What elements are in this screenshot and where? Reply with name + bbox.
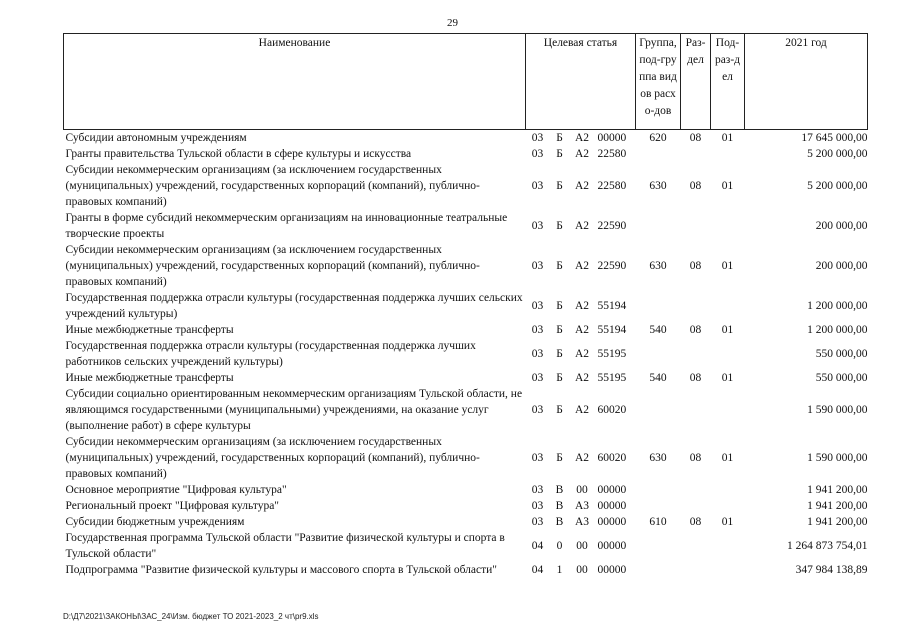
row-name: Субсидии автономным учреждениям (65, 132, 247, 144)
target-code-event: А2 (574, 348, 590, 360)
target-code-event: А3 (574, 500, 590, 512)
subsection-code: 01 (721, 516, 734, 528)
target-code-direction: 00000 (597, 500, 627, 512)
target-code-event: А2 (574, 452, 590, 464)
row-name: Субсидии социально ориентированным некоммерческим организациям Тульской области, не являющимся государственными (муниципальными) учреждениями, на оказание услуг (выполнение работ) в сфере культуры (65, 388, 523, 432)
expense-group (636, 338, 681, 370)
expense-group (636, 210, 681, 242)
table-row (64, 498, 868, 514)
target-code-subprogram: В (555, 500, 564, 512)
row-name: Государственная программа Тульской области "Развитие физической культуры и спорта в Тульской области" (65, 532, 505, 560)
table-row (64, 130, 868, 147)
amount-2021: 17 645 000,00 (801, 132, 868, 144)
target-code-direction: 55194 (597, 324, 627, 336)
subsection-code: 01 (721, 180, 734, 192)
target-code-program: 03 (531, 516, 544, 528)
amount-2021: 5 200 000,00 (807, 148, 868, 160)
target-code-direction: 00000 (597, 540, 627, 552)
subsection-code: 01 (721, 324, 734, 336)
target-code-event: А2 (574, 372, 590, 384)
section-code (681, 562, 711, 578)
target-code-direction: 55194 (597, 300, 627, 312)
row-name: Гранты в форме субсидий некоммерческим организациям на инновационные театральные творческие проекты (65, 212, 508, 240)
expense-group (636, 290, 681, 322)
expense-group: 620 (649, 132, 667, 144)
section-code (681, 498, 711, 514)
table-row (64, 530, 868, 562)
target-code-subprogram: Б (556, 452, 563, 464)
target-code-subprogram: Б (556, 372, 563, 384)
target-code-program: 03 (531, 372, 544, 384)
expense-group: 610 (649, 516, 667, 528)
subsection-code (711, 290, 745, 322)
amount-2021: 200 000,00 (815, 220, 868, 232)
expense-group: 630 (649, 180, 667, 192)
row-name: Субсидии бюджетным учреждениям (65, 516, 245, 528)
budget-table (63, 33, 868, 578)
header-name: Наименование (64, 34, 526, 130)
subsection-code (711, 386, 745, 434)
target-code-event: А3 (574, 516, 590, 528)
subsection-code: 01 (721, 452, 734, 464)
amount-2021: 550 000,00 (815, 372, 868, 384)
amount-2021: 1 590 000,00 (807, 452, 868, 464)
target-code-program: 03 (531, 484, 544, 496)
section-code: 08 (689, 372, 702, 384)
target-code-direction: 22590 (597, 260, 627, 272)
target-code-event: А2 (574, 404, 590, 416)
target-code-direction: 22580 (597, 148, 627, 160)
subsection-code (711, 562, 745, 578)
subsection-code (711, 482, 745, 498)
table-row (64, 434, 868, 482)
row-name: Региональный проект "Цифровая культура" (65, 500, 279, 512)
target-code-subprogram: Б (556, 324, 563, 336)
target-code-subprogram: Б (556, 404, 563, 416)
target-code-program: 03 (531, 300, 544, 312)
section-code: 08 (689, 516, 702, 528)
table-row (64, 162, 868, 210)
target-code-direction: 00000 (597, 564, 627, 576)
target-code-program: 03 (531, 500, 544, 512)
amount-2021: 1 941 200,00 (807, 516, 868, 528)
target-code-program: 03 (531, 452, 544, 464)
table-row (64, 146, 868, 162)
target-code-subprogram: Б (556, 132, 563, 144)
row-name: Гранты правительства Тульской области в сфере культуры и искусства (65, 148, 412, 160)
target-code-program: 03 (531, 220, 544, 232)
file-path-footer: D:\Д7\2021\ЗАКОНЫ\ЗАС_24\Изм. бюджет ТО 2021-2023_2 чт\pr9.xls (63, 612, 319, 621)
row-name: Основное мероприятие "Цифровая культура" (65, 484, 287, 496)
amount-2021: 1 941 200,00 (807, 500, 868, 512)
target-code-subprogram: Б (556, 260, 563, 272)
row-name: Субсидии некоммерческим организациям (за исключением государственных (муниципальных) учреждений, государственных корпораций (компаний), публично-правовых компаний) (65, 436, 480, 480)
target-code-event: А2 (574, 220, 590, 232)
expense-group (636, 482, 681, 498)
expense-group: 630 (649, 452, 667, 464)
row-name: Иные межбюджетные трансферты (65, 372, 234, 384)
target-code-direction: 00000 (597, 516, 627, 528)
target-code-direction: 55195 (597, 372, 627, 384)
target-code-program: 03 (531, 260, 544, 272)
subsection-code: 01 (721, 132, 734, 144)
section-code (681, 146, 711, 162)
header-target-article: Целевая статья (526, 34, 636, 130)
header-year: 2021 год (745, 34, 868, 130)
subsection-code (711, 338, 745, 370)
section-code: 08 (689, 132, 702, 144)
section-code (681, 482, 711, 498)
expense-group (636, 530, 681, 562)
amount-2021: 1 264 873 754,01 (787, 540, 868, 552)
target-code-direction: 60020 (597, 452, 627, 464)
target-code-program: 03 (531, 148, 544, 160)
target-code-program: 03 (531, 404, 544, 416)
target-code-subprogram: Б (556, 300, 563, 312)
target-code-program: 04 (531, 540, 544, 552)
amount-2021: 1 200 000,00 (807, 300, 868, 312)
expense-group: 540 (649, 324, 667, 336)
amount-2021: 5 200 000,00 (807, 180, 868, 192)
table-header-row (64, 34, 868, 130)
table-row (64, 322, 868, 338)
target-code-event: 00 (576, 540, 588, 552)
header-section: Раз-дел (681, 34, 711, 130)
table-row (64, 514, 868, 530)
target-code-subprogram: Б (556, 220, 563, 232)
subsection-code (711, 210, 745, 242)
section-code (681, 338, 711, 370)
target-code-event: 00 (576, 484, 588, 496)
target-code-subprogram: Б (556, 180, 563, 192)
table-row (64, 386, 868, 434)
amount-2021: 347 984 138,89 (795, 564, 868, 576)
row-name: Субсидии некоммерческим организациям (за исключением государственных (муниципальных) учреждений, государственных корпораций (компаний), публично-правовых компаний) (65, 244, 480, 288)
target-code-program: 03 (531, 348, 544, 360)
target-code-event: А2 (574, 324, 590, 336)
row-name: Государственная поддержка отрасли культуры (государственная поддержка лучших работников сельских учреждений культуры) (65, 340, 476, 368)
target-code-subprogram: В (555, 516, 564, 528)
table-row (64, 562, 868, 578)
target-code-direction: 00000 (597, 132, 627, 144)
row-name: Государственная поддержка отрасли культуры (государственная поддержка лучших сельских учреждений культуры) (65, 292, 523, 320)
subsection-code: 01 (721, 372, 734, 384)
amount-2021: 200 000,00 (815, 260, 868, 272)
target-code-subprogram: 1 (556, 564, 563, 576)
target-code-event: А2 (574, 260, 590, 272)
expense-group: 540 (649, 372, 667, 384)
section-code: 08 (689, 260, 702, 272)
header-group: Группа, под-группа видов расхо-дов (636, 34, 681, 130)
table-row (64, 338, 868, 370)
subsection-code (711, 146, 745, 162)
subsection-code (711, 498, 745, 514)
subsection-code (711, 530, 745, 562)
row-name: Иные межбюджетные трансферты (65, 324, 234, 336)
amount-2021: 550 000,00 (815, 348, 868, 360)
section-code: 08 (689, 452, 702, 464)
row-name: Подпрограмма "Развитие физической культуры и массового спорта в Тульской области" (65, 564, 497, 576)
amount-2021: 1 200 000,00 (807, 324, 868, 336)
expense-group: 630 (649, 260, 667, 272)
table-row (64, 482, 868, 498)
table-row (64, 290, 868, 322)
expense-group (636, 386, 681, 434)
table-row (64, 210, 868, 242)
target-code-program: 03 (531, 180, 544, 192)
target-code-direction: 22580 (597, 180, 627, 192)
target-code-direction: 00000 (597, 484, 627, 496)
target-code-event: А2 (574, 148, 590, 160)
section-code (681, 530, 711, 562)
amount-2021: 1 941 200,00 (807, 484, 868, 496)
target-code-direction: 55195 (597, 348, 627, 360)
target-code-direction: 22590 (597, 220, 627, 232)
target-code-event: А2 (574, 180, 590, 192)
target-code-subprogram: Б (556, 148, 563, 160)
page-number: 29 (447, 17, 458, 29)
section-code: 08 (689, 324, 702, 336)
target-code-event: А2 (574, 132, 590, 144)
target-code-subprogram: В (555, 484, 564, 496)
target-code-program: 03 (531, 324, 544, 336)
section-code: 08 (689, 180, 702, 192)
target-code-event: 00 (576, 564, 588, 576)
subsection-code: 01 (721, 260, 734, 272)
section-code (681, 290, 711, 322)
amount-2021: 1 590 000,00 (807, 404, 868, 416)
row-name: Субсидии некоммерческим организациям (за исключением государственных (муниципальных) учреждений, государственных корпораций (компаний), публично-правовых компаний) (65, 164, 480, 208)
target-code-program: 04 (531, 564, 544, 576)
table-row (64, 370, 868, 386)
target-code-event: А2 (574, 300, 590, 312)
expense-group (636, 146, 681, 162)
target-code-program: 03 (531, 132, 544, 144)
section-code (681, 386, 711, 434)
section-code (681, 210, 711, 242)
target-code-direction: 60020 (597, 404, 627, 416)
header-subsection: Под-раз-дел (711, 34, 745, 130)
target-code-subprogram: 0 (556, 540, 563, 552)
table-row (64, 242, 868, 290)
expense-group (636, 562, 681, 578)
expense-group (636, 498, 681, 514)
target-code-subprogram: Б (556, 348, 563, 360)
